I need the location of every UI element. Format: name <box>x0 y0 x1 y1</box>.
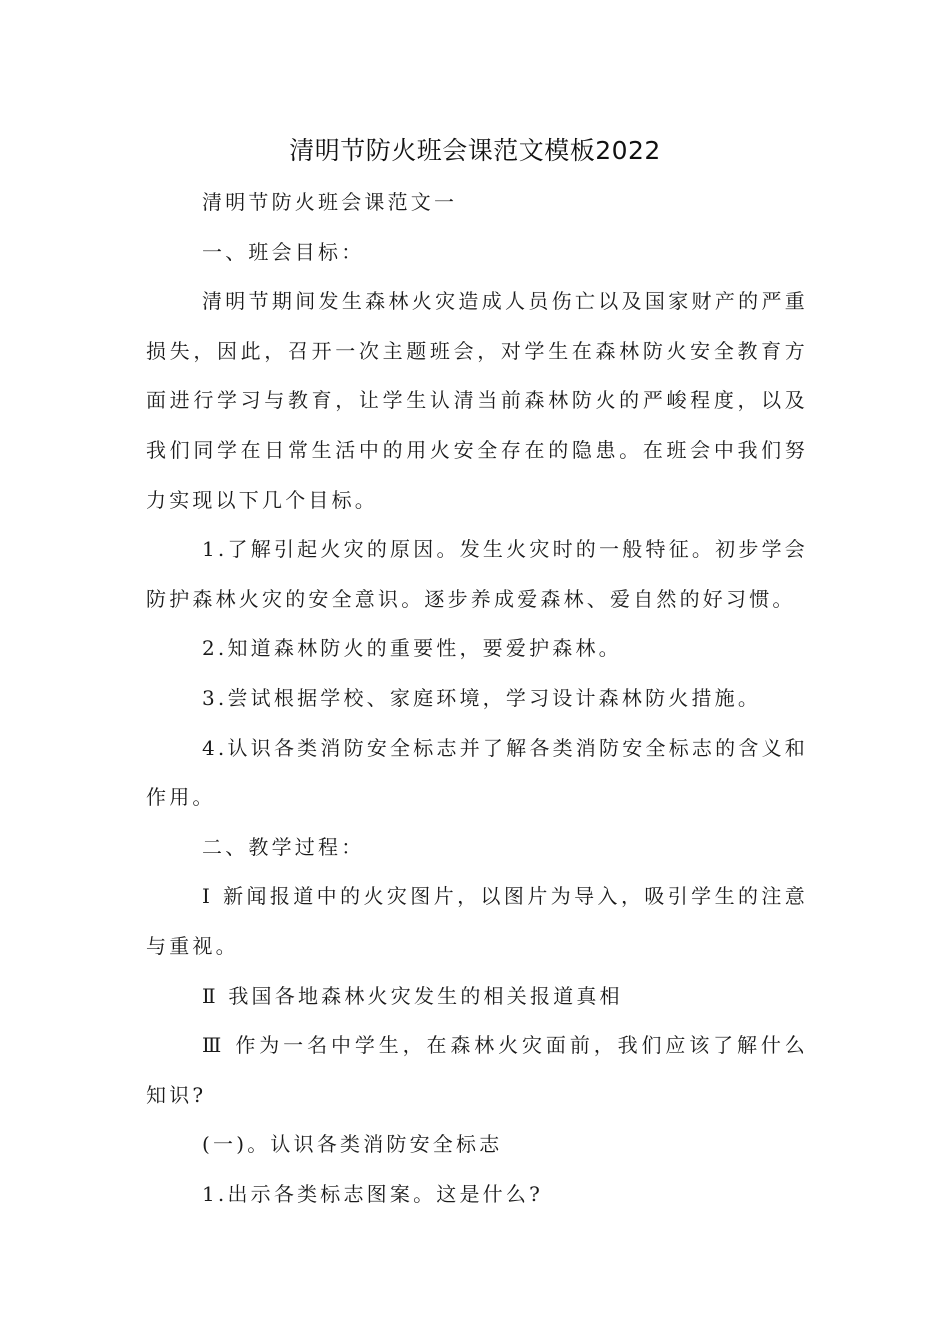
paragraph-goal-4: 4.认识各类消防安全标志并了解各类消防安全标志的含义和作用。 <box>146 735 808 810</box>
paragraph-section-process: 二、教学过程： <box>202 834 365 859</box>
paragraph-step-3: Ⅲ 作为一名中学生，在森林火灾面前，我们应该了解什么知识? <box>146 1033 808 1107</box>
paragraph-subsection-1: (一)。认识各类消防安全标志 <box>202 1132 503 1157</box>
paragraph-item-1: 1.出示各类标志图案。这是什么? <box>202 1181 544 1206</box>
paragraph-goal-1: 1.了解引起火灾的原因。发生火灾时的一般特征。初步学会防护森林火灾的安全意识。逐步养成爱森林、爱自然的好习惯。 <box>146 537 808 611</box>
document-body <box>146 178 808 1219</box>
document-title: 清明节防火班会课范文模板2022 <box>289 136 661 165</box>
paragraph-section-goals: 一、班会目标： <box>202 239 365 264</box>
paragraph-goal-3: 3.尝试根据学校、家庭环境，学习设计森林防火措施。 <box>202 685 762 710</box>
paragraph-step-1: Ⅰ 新闻报道中的火灾图片，以图片为导入，吸引学生的注意与重视。 <box>146 884 808 958</box>
paragraph-goals-intro: 清明节期间发生森林火灾造成人员伤亡以及国家财产的严重损失，因此，召开一次主题班会，对学生在森林防火安全教育方面进行学习与教育，让学生认清当前森林防火的严峻程度，以及我们同学在日常生活中的用火安全存在的隐患。在班会中我们努力实现以下几个目标。 <box>146 289 808 512</box>
paragraph-goal-2: 2.知道森林防火的重要性，要爱护森林。 <box>202 636 622 661</box>
paragraph-essay-heading: 清明节防火班会课范文一 <box>202 190 458 214</box>
paragraph-step-2: Ⅱ 我国各地森林火灾发生的相关报道真相 <box>202 983 623 1008</box>
